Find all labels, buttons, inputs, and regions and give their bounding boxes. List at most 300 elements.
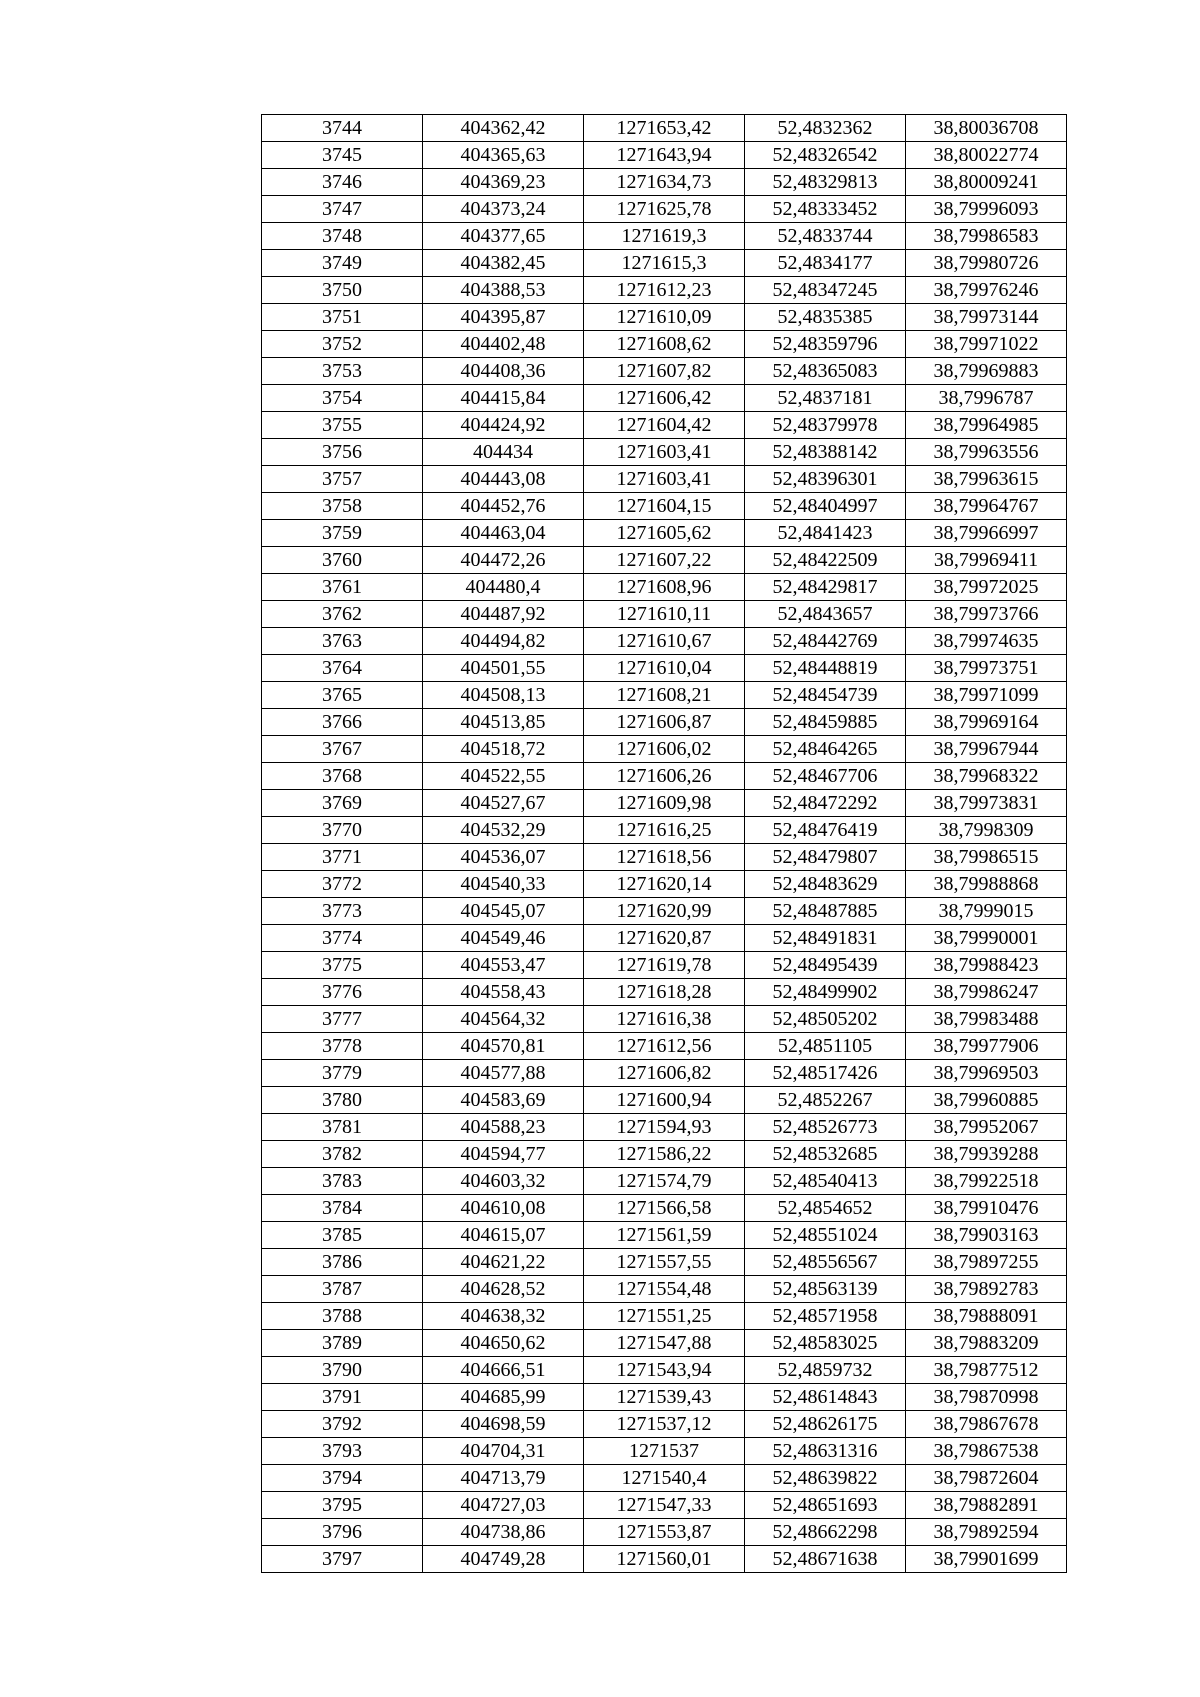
longitude-cell: 38,79963615: [906, 466, 1067, 493]
latitude-cell: 52,48326542: [745, 142, 906, 169]
x-coordinate-cell: 404577,88: [423, 1060, 584, 1087]
longitude-cell: 38,79972025: [906, 574, 1067, 601]
point-number-cell: 3795: [262, 1492, 423, 1519]
y-coordinate-cell: 1271547,88: [584, 1330, 745, 1357]
table-row: [262, 763, 1067, 790]
latitude-cell: 52,48583025: [745, 1330, 906, 1357]
table-row: [262, 1087, 1067, 1114]
longitude-cell: 38,79901699: [906, 1546, 1067, 1573]
x-coordinate-cell: 404395,87: [423, 304, 584, 331]
table-row: [262, 682, 1067, 709]
table-row: [262, 1033, 1067, 1060]
longitude-cell: 38,79960885: [906, 1087, 1067, 1114]
latitude-cell: 52,48464265: [745, 736, 906, 763]
point-number-cell: 3756: [262, 439, 423, 466]
latitude-cell: 52,48499902: [745, 979, 906, 1006]
x-coordinate-cell: 404583,69: [423, 1087, 584, 1114]
y-coordinate-cell: 1271586,22: [584, 1141, 745, 1168]
latitude-cell: 52,48347245: [745, 277, 906, 304]
longitude-cell: 38,79976246: [906, 277, 1067, 304]
table-row: [262, 331, 1067, 358]
x-coordinate-cell: 404536,07: [423, 844, 584, 871]
latitude-cell: 52,48626175: [745, 1411, 906, 1438]
y-coordinate-cell: 1271609,98: [584, 790, 745, 817]
point-number-cell: 3749: [262, 250, 423, 277]
y-coordinate-cell: 1271603,41: [584, 466, 745, 493]
table-row: [262, 142, 1067, 169]
y-coordinate-cell: 1271547,33: [584, 1492, 745, 1519]
latitude-cell: 52,48651693: [745, 1492, 906, 1519]
y-coordinate-cell: 1271606,26: [584, 763, 745, 790]
longitude-cell: 38,79969164: [906, 709, 1067, 736]
x-coordinate-cell: 404365,63: [423, 142, 584, 169]
y-coordinate-cell: 1271606,42: [584, 385, 745, 412]
point-number-cell: 3768: [262, 763, 423, 790]
longitude-cell: 38,80009241: [906, 169, 1067, 196]
point-number-cell: 3793: [262, 1438, 423, 1465]
table-row: [262, 1519, 1067, 1546]
longitude-cell: 38,79892594: [906, 1519, 1067, 1546]
y-coordinate-cell: 1271605,62: [584, 520, 745, 547]
x-coordinate-cell: 404415,84: [423, 385, 584, 412]
y-coordinate-cell: 1271604,15: [584, 493, 745, 520]
x-coordinate-cell: 404513,85: [423, 709, 584, 736]
table-row: [262, 1168, 1067, 1195]
table-row: [262, 736, 1067, 763]
table-row: [262, 1114, 1067, 1141]
y-coordinate-cell: 1271551,25: [584, 1303, 745, 1330]
y-coordinate-cell: 1271608,96: [584, 574, 745, 601]
x-coordinate-cell: 404727,03: [423, 1492, 584, 1519]
x-coordinate-cell: 404522,55: [423, 763, 584, 790]
point-number-cell: 3776: [262, 979, 423, 1006]
x-coordinate-cell: 404558,43: [423, 979, 584, 1006]
x-coordinate-cell: 404443,08: [423, 466, 584, 493]
table-row: [262, 223, 1067, 250]
longitude-cell: 38,79877512: [906, 1357, 1067, 1384]
latitude-cell: 52,48396301: [745, 466, 906, 493]
latitude-cell: 52,48479807: [745, 844, 906, 871]
longitude-cell: 38,79963556: [906, 439, 1067, 466]
point-number-cell: 3769: [262, 790, 423, 817]
x-coordinate-cell: 404424,92: [423, 412, 584, 439]
y-coordinate-cell: 1271554,48: [584, 1276, 745, 1303]
point-number-cell: 3764: [262, 655, 423, 682]
longitude-cell: 38,79903163: [906, 1222, 1067, 1249]
longitude-cell: 38,79988868: [906, 871, 1067, 898]
latitude-cell: 52,48379978: [745, 412, 906, 439]
longitude-cell: 38,79990001: [906, 925, 1067, 952]
x-coordinate-cell: 404603,32: [423, 1168, 584, 1195]
point-number-cell: 3797: [262, 1546, 423, 1573]
longitude-cell: 38,79971099: [906, 682, 1067, 709]
table-row: [262, 709, 1067, 736]
point-number-cell: 3747: [262, 196, 423, 223]
latitude-cell: 52,4859732: [745, 1357, 906, 1384]
table-row: [262, 358, 1067, 385]
x-coordinate-cell: 404388,53: [423, 277, 584, 304]
point-number-cell: 3780: [262, 1087, 423, 1114]
point-number-cell: 3767: [262, 736, 423, 763]
longitude-cell: 38,79952067: [906, 1114, 1067, 1141]
table-row: [262, 115, 1067, 142]
longitude-cell: 38,79980726: [906, 250, 1067, 277]
latitude-cell: 52,48448819: [745, 655, 906, 682]
table-row: [262, 1357, 1067, 1384]
latitude-cell: 52,48563139: [745, 1276, 906, 1303]
longitude-cell: 38,79973144: [906, 304, 1067, 331]
latitude-cell: 52,48639822: [745, 1465, 906, 1492]
table-row: [262, 196, 1067, 223]
x-coordinate-cell: 404545,07: [423, 898, 584, 925]
latitude-cell: 52,48454739: [745, 682, 906, 709]
latitude-cell: 52,48467706: [745, 763, 906, 790]
table-row: [262, 169, 1067, 196]
longitude-cell: 38,79964767: [906, 493, 1067, 520]
x-coordinate-cell: 404570,81: [423, 1033, 584, 1060]
x-coordinate-cell: 404494,82: [423, 628, 584, 655]
table-row: [262, 1465, 1067, 1492]
latitude-cell: 52,4837181: [745, 385, 906, 412]
y-coordinate-cell: 1271620,99: [584, 898, 745, 925]
point-number-cell: 3790: [262, 1357, 423, 1384]
longitude-cell: 38,7998309: [906, 817, 1067, 844]
point-number-cell: 3765: [262, 682, 423, 709]
point-number-cell: 3774: [262, 925, 423, 952]
latitude-cell: 52,4833744: [745, 223, 906, 250]
table-row: [262, 790, 1067, 817]
table-row: [262, 655, 1067, 682]
table-row: [262, 871, 1067, 898]
y-coordinate-cell: 1271625,78: [584, 196, 745, 223]
y-coordinate-cell: 1271566,58: [584, 1195, 745, 1222]
table-row: [262, 1438, 1067, 1465]
latitude-cell: 52,48571958: [745, 1303, 906, 1330]
longitude-cell: 38,79969883: [906, 358, 1067, 385]
table-row: [262, 1222, 1067, 1249]
y-coordinate-cell: 1271553,87: [584, 1519, 745, 1546]
x-coordinate-cell: 404527,67: [423, 790, 584, 817]
longitude-cell: 38,79977906: [906, 1033, 1067, 1060]
point-number-cell: 3784: [262, 1195, 423, 1222]
y-coordinate-cell: 1271610,67: [584, 628, 745, 655]
y-coordinate-cell: 1271560,01: [584, 1546, 745, 1573]
point-number-cell: 3750: [262, 277, 423, 304]
y-coordinate-cell: 1271619,78: [584, 952, 745, 979]
y-coordinate-cell: 1271643,94: [584, 142, 745, 169]
x-coordinate-cell: 404713,79: [423, 1465, 584, 1492]
latitude-cell: 52,4841423: [745, 520, 906, 547]
longitude-cell: 38,80022774: [906, 142, 1067, 169]
y-coordinate-cell: 1271594,93: [584, 1114, 745, 1141]
x-coordinate-cell: 404615,07: [423, 1222, 584, 1249]
longitude-cell: 38,79969411: [906, 547, 1067, 574]
point-number-cell: 3785: [262, 1222, 423, 1249]
longitude-cell: 38,79966997: [906, 520, 1067, 547]
coordinate-table-body: [262, 115, 1067, 1573]
y-coordinate-cell: 1271608,62: [584, 331, 745, 358]
latitude-cell: 52,48487885: [745, 898, 906, 925]
y-coordinate-cell: 1271612,23: [584, 277, 745, 304]
longitude-cell: 38,79986583: [906, 223, 1067, 250]
y-coordinate-cell: 1271557,55: [584, 1249, 745, 1276]
table-row: [262, 250, 1067, 277]
latitude-cell: 52,48404997: [745, 493, 906, 520]
point-number-cell: 3786: [262, 1249, 423, 1276]
y-coordinate-cell: 1271653,42: [584, 115, 745, 142]
x-coordinate-cell: 404452,76: [423, 493, 584, 520]
x-coordinate-cell: 404704,31: [423, 1438, 584, 1465]
table-row: [262, 466, 1067, 493]
point-number-cell: 3789: [262, 1330, 423, 1357]
x-coordinate-cell: 404518,72: [423, 736, 584, 763]
longitude-cell: 38,80036708: [906, 115, 1067, 142]
x-coordinate-cell: 404610,08: [423, 1195, 584, 1222]
latitude-cell: 52,48614843: [745, 1384, 906, 1411]
table-row: [262, 628, 1067, 655]
table-row: [262, 925, 1067, 952]
y-coordinate-cell: 1271561,59: [584, 1222, 745, 1249]
table-row: [262, 1384, 1067, 1411]
latitude-cell: 52,48631316: [745, 1438, 906, 1465]
y-coordinate-cell: 1271620,87: [584, 925, 745, 952]
longitude-cell: 38,7999015: [906, 898, 1067, 925]
longitude-cell: 38,79883209: [906, 1330, 1067, 1357]
longitude-cell: 38,79968322: [906, 763, 1067, 790]
longitude-cell: 38,79971022: [906, 331, 1067, 358]
longitude-cell: 38,7996787: [906, 385, 1067, 412]
y-coordinate-cell: 1271607,22: [584, 547, 745, 574]
x-coordinate-cell: 404666,51: [423, 1357, 584, 1384]
latitude-cell: 52,48556567: [745, 1249, 906, 1276]
longitude-cell: 38,79964985: [906, 412, 1067, 439]
latitude-cell: 52,4834177: [745, 250, 906, 277]
point-number-cell: 3779: [262, 1060, 423, 1087]
x-coordinate-cell: 404588,23: [423, 1114, 584, 1141]
point-number-cell: 3783: [262, 1168, 423, 1195]
latitude-cell: 52,48495439: [745, 952, 906, 979]
table-row: [262, 1330, 1067, 1357]
point-number-cell: 3761: [262, 574, 423, 601]
table-row: [262, 1195, 1067, 1222]
x-coordinate-cell: 404463,04: [423, 520, 584, 547]
y-coordinate-cell: 1271634,73: [584, 169, 745, 196]
x-coordinate-cell: 404508,13: [423, 682, 584, 709]
x-coordinate-cell: 404487,92: [423, 601, 584, 628]
table-row: [262, 304, 1067, 331]
latitude-cell: 52,48422509: [745, 547, 906, 574]
table-row: [262, 1006, 1067, 1033]
table-row: [262, 1411, 1067, 1438]
point-number-cell: 3773: [262, 898, 423, 925]
table-row: [262, 547, 1067, 574]
x-coordinate-cell: 404373,24: [423, 196, 584, 223]
y-coordinate-cell: 1271574,79: [584, 1168, 745, 1195]
table-row: [262, 952, 1067, 979]
y-coordinate-cell: 1271620,14: [584, 871, 745, 898]
longitude-cell: 38,79988423: [906, 952, 1067, 979]
longitude-cell: 38,79974635: [906, 628, 1067, 655]
x-coordinate-cell: 404480,4: [423, 574, 584, 601]
latitude-cell: 52,48459885: [745, 709, 906, 736]
point-number-cell: 3778: [262, 1033, 423, 1060]
point-number-cell: 3777: [262, 1006, 423, 1033]
latitude-cell: 52,4852267: [745, 1087, 906, 1114]
x-coordinate-cell: 404698,59: [423, 1411, 584, 1438]
latitude-cell: 52,48532685: [745, 1141, 906, 1168]
point-number-cell: 3766: [262, 709, 423, 736]
x-coordinate-cell: 404553,47: [423, 952, 584, 979]
point-number-cell: 3787: [262, 1276, 423, 1303]
y-coordinate-cell: 1271606,02: [584, 736, 745, 763]
latitude-cell: 52,48491831: [745, 925, 906, 952]
table-row: [262, 1060, 1067, 1087]
latitude-cell: 52,4832362: [745, 115, 906, 142]
latitude-cell: 52,48359796: [745, 331, 906, 358]
point-number-cell: 3751: [262, 304, 423, 331]
x-coordinate-cell: 404402,48: [423, 331, 584, 358]
table-row: [262, 1303, 1067, 1330]
point-number-cell: 3775: [262, 952, 423, 979]
point-number-cell: 3763: [262, 628, 423, 655]
table-row: [262, 1276, 1067, 1303]
y-coordinate-cell: 1271539,43: [584, 1384, 745, 1411]
longitude-cell: 38,79969503: [906, 1060, 1067, 1087]
longitude-cell: 38,79973766: [906, 601, 1067, 628]
table-row: [262, 493, 1067, 520]
point-number-cell: 3759: [262, 520, 423, 547]
y-coordinate-cell: 1271606,87: [584, 709, 745, 736]
x-coordinate-cell: 404472,26: [423, 547, 584, 574]
y-coordinate-cell: 1271543,94: [584, 1357, 745, 1384]
y-coordinate-cell: 1271610,11: [584, 601, 745, 628]
longitude-cell: 38,79872604: [906, 1465, 1067, 1492]
point-number-cell: 3771: [262, 844, 423, 871]
y-coordinate-cell: 1271607,82: [584, 358, 745, 385]
longitude-cell: 38,79897255: [906, 1249, 1067, 1276]
point-number-cell: 3748: [262, 223, 423, 250]
table-row: [262, 385, 1067, 412]
latitude-cell: 52,48333452: [745, 196, 906, 223]
latitude-cell: 52,48429817: [745, 574, 906, 601]
y-coordinate-cell: 1271618,56: [584, 844, 745, 871]
point-number-cell: 3792: [262, 1411, 423, 1438]
longitude-cell: 38,79967944: [906, 736, 1067, 763]
x-coordinate-cell: 404408,36: [423, 358, 584, 385]
y-coordinate-cell: 1271608,21: [584, 682, 745, 709]
point-number-cell: 3781: [262, 1114, 423, 1141]
x-coordinate-cell: 404749,28: [423, 1546, 584, 1573]
x-coordinate-cell: 404564,32: [423, 1006, 584, 1033]
latitude-cell: 52,48505202: [745, 1006, 906, 1033]
x-coordinate-cell: 404621,22: [423, 1249, 584, 1276]
table-row: [262, 439, 1067, 466]
x-coordinate-cell: 404434: [423, 439, 584, 466]
latitude-cell: 52,4851105: [745, 1033, 906, 1060]
x-coordinate-cell: 404382,45: [423, 250, 584, 277]
x-coordinate-cell: 404628,52: [423, 1276, 584, 1303]
table-row: [262, 277, 1067, 304]
point-number-cell: 3760: [262, 547, 423, 574]
x-coordinate-cell: 404549,46: [423, 925, 584, 952]
latitude-cell: 52,48671638: [745, 1546, 906, 1573]
y-coordinate-cell: 1271540,4: [584, 1465, 745, 1492]
table-row: [262, 412, 1067, 439]
latitude-cell: 52,48442769: [745, 628, 906, 655]
x-coordinate-cell: 404650,62: [423, 1330, 584, 1357]
y-coordinate-cell: 1271612,56: [584, 1033, 745, 1060]
latitude-cell: 52,48483629: [745, 871, 906, 898]
longitude-cell: 38,79986515: [906, 844, 1067, 871]
y-coordinate-cell: 1271618,28: [584, 979, 745, 1006]
x-coordinate-cell: 404594,77: [423, 1141, 584, 1168]
point-number-cell: 3782: [262, 1141, 423, 1168]
point-number-cell: 3754: [262, 385, 423, 412]
x-coordinate-cell: 404362,42: [423, 115, 584, 142]
table-row: [262, 520, 1067, 547]
point-number-cell: 3791: [262, 1384, 423, 1411]
longitude-cell: 38,79983488: [906, 1006, 1067, 1033]
y-coordinate-cell: 1271603,41: [584, 439, 745, 466]
y-coordinate-cell: 1271610,09: [584, 304, 745, 331]
latitude-cell: 52,48388142: [745, 439, 906, 466]
longitude-cell: 38,79996093: [906, 196, 1067, 223]
longitude-cell: 38,79892783: [906, 1276, 1067, 1303]
table-row: [262, 817, 1067, 844]
point-number-cell: 3755: [262, 412, 423, 439]
table-row: [262, 1546, 1067, 1573]
point-number-cell: 3752: [262, 331, 423, 358]
longitude-cell: 38,79973831: [906, 790, 1067, 817]
x-coordinate-cell: 404377,65: [423, 223, 584, 250]
latitude-cell: 52,48526773: [745, 1114, 906, 1141]
point-number-cell: 3794: [262, 1465, 423, 1492]
point-number-cell: 3788: [262, 1303, 423, 1330]
latitude-cell: 52,48476419: [745, 817, 906, 844]
point-number-cell: 3772: [262, 871, 423, 898]
latitude-cell: 52,48472292: [745, 790, 906, 817]
latitude-cell: 52,4854652: [745, 1195, 906, 1222]
x-coordinate-cell: 404501,55: [423, 655, 584, 682]
table-row: [262, 601, 1067, 628]
longitude-cell: 38,79986247: [906, 979, 1067, 1006]
table-row: [262, 979, 1067, 1006]
longitude-cell: 38,79867678: [906, 1411, 1067, 1438]
y-coordinate-cell: 1271616,38: [584, 1006, 745, 1033]
longitude-cell: 38,79910476: [906, 1195, 1067, 1222]
point-number-cell: 3745: [262, 142, 423, 169]
x-coordinate-cell: 404532,29: [423, 817, 584, 844]
table-row: [262, 574, 1067, 601]
longitude-cell: 38,79882891: [906, 1492, 1067, 1519]
y-coordinate-cell: 1271600,94: [584, 1087, 745, 1114]
y-coordinate-cell: 1271615,3: [584, 250, 745, 277]
latitude-cell: 52,4843657: [745, 601, 906, 628]
latitude-cell: 52,48517426: [745, 1060, 906, 1087]
table-row: [262, 898, 1067, 925]
x-coordinate-cell: 404638,32: [423, 1303, 584, 1330]
latitude-cell: 52,4835385: [745, 304, 906, 331]
x-coordinate-cell: 404738,86: [423, 1519, 584, 1546]
point-number-cell: 3757: [262, 466, 423, 493]
latitude-cell: 52,48540413: [745, 1168, 906, 1195]
table-row: [262, 844, 1067, 871]
y-coordinate-cell: 1271537,12: [584, 1411, 745, 1438]
point-number-cell: 3746: [262, 169, 423, 196]
coordinate-table: [261, 114, 1067, 1573]
longitude-cell: 38,79867538: [906, 1438, 1067, 1465]
point-number-cell: 3758: [262, 493, 423, 520]
